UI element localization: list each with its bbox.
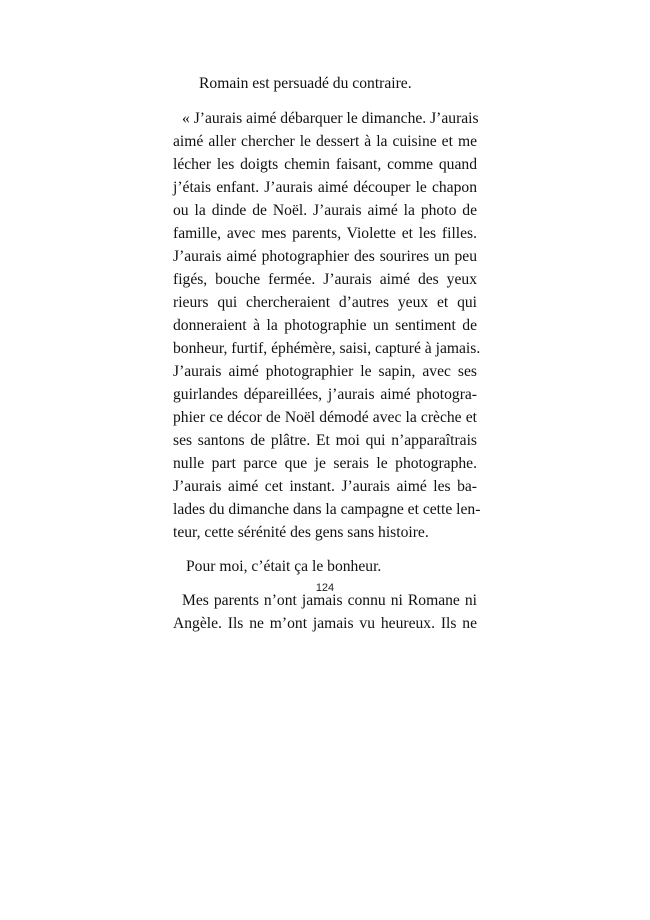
text-line: ou la dinde de Noël. J’aurais aimé la photo de <box>173 202 477 219</box>
text-line: Mes parents n’ont jamais connu ni Romane ni <box>182 592 477 609</box>
text-line: lécher les doigts chemin faisant, comme quand <box>173 156 477 173</box>
text-line: aimé aller chercher le dessert à la cuisine et me <box>173 133 477 150</box>
text-line: lades du dimanche dans la campagne et cette len- <box>173 501 481 518</box>
text-line: figés, bouche fermée. J’aurais aimé des yeux <box>173 271 477 288</box>
text-line: J’aurais aimé cet instant. J’aurais aimé les ba- <box>173 478 477 495</box>
text-line: rieurs qui chercheraient d’autres yeux et qui <box>173 294 477 311</box>
text-line: guirlandes dépareillées, j’aurais aimé photogra- <box>173 386 477 403</box>
text-line: Angèle. Ils ne m’ont jamais vu heureux. Ils ne <box>173 615 477 632</box>
text-line: teur, cette sérénité des gens sans histoire. <box>173 524 429 541</box>
text-line: « J’aurais aimé débarquer le dimanche. J’aurais <box>182 110 479 127</box>
text-line: donneraient à la photographie un sentiment de <box>173 317 477 334</box>
paragraph-3 <box>173 555 477 578</box>
text-line: J’aurais aimé photographier le sapin, avec ses <box>173 363 477 380</box>
paragraph-1 <box>173 72 477 95</box>
text-line: nulle part parce que je serais le photographe. <box>173 455 477 472</box>
text-line: Romain est persuadé du contraire. <box>199 75 412 92</box>
text-line: J’aurais aimé photographier des sourires un peu <box>173 248 477 265</box>
page-number: 124 <box>315 582 335 594</box>
body-text <box>173 72 481 646</box>
text-line: ses santons de plâtre. Et moi qui n’apparaîtrais <box>173 432 477 449</box>
text-line: famille, avec mes parents, Violette et les filles. <box>173 225 477 242</box>
text-line: phier ce décor de Noël démodé avec la crèche et <box>173 409 477 426</box>
paragraph-4 <box>173 589 477 635</box>
paragraph-2 <box>173 107 481 544</box>
text-line: Pour moi, c’était ça le bonheur. <box>186 558 382 575</box>
text-line: bonheur, furtif, éphémère, saisi, capturé à jamais. <box>173 340 481 357</box>
text-line: j’étais enfant. J’aurais aimé découper le chapon <box>173 179 477 196</box>
